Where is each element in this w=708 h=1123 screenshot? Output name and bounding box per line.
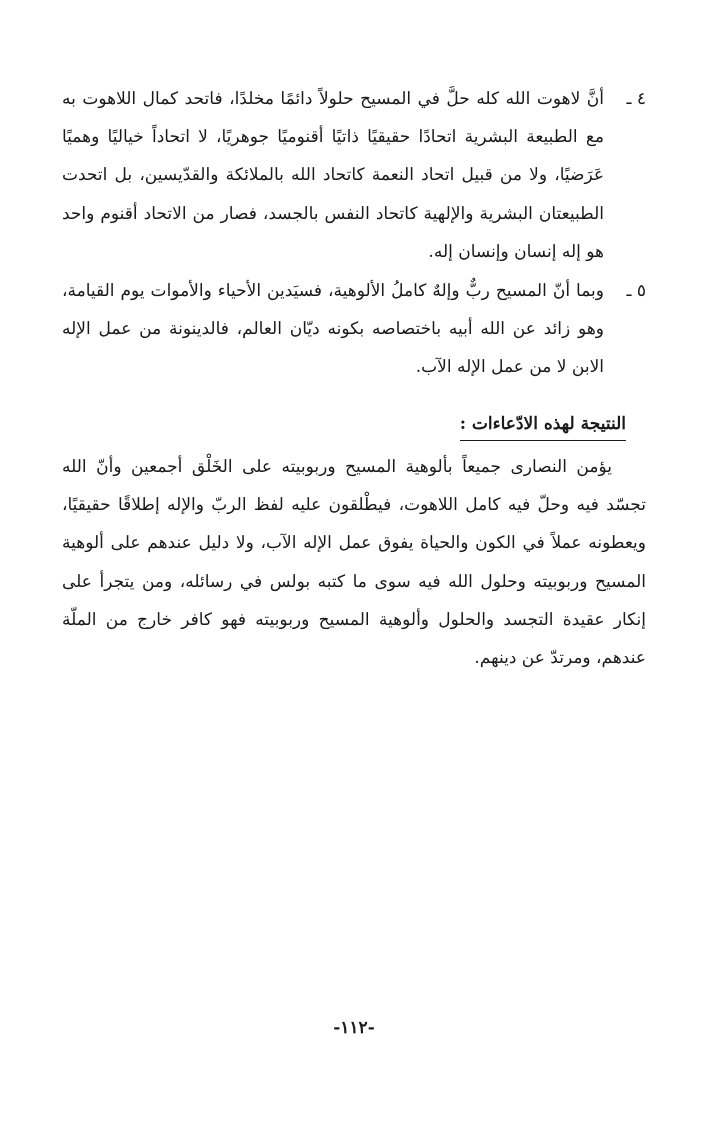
item-text: أنَّ لاهوت الله كله حلَّ في المسيح حلولاً دائمًا مخلدًا، فاتحد كمال اللاهوت به مع الطبيعة البشرية اتحادًا حقيقيًا ذاتيًا أقنوميًا جوهريًا، لا اتحاداً خياليًا وهميًا عَرَضيًا، ولا من قبيل اتحاد النعمة كاتحاد الله بالملائكة والقدّيسين، بل اتحدت الطبيعتان البشرية والإلهية كاتحاد النفس بالجسد، فصار من الاتحاد أقنوم واحد هو إله إنسان وإنسان إله. — [62, 89, 604, 262]
item-text: وبما أنّ المسيح ربٌّ وإلهٌ كاملُ الألوهية، فسيَدين الأحياء والأموات يوم القيامة، وهو زائد عن الله أبيه باختصاصه بكونه ديّان العالم، فالدينونة من عمل الإله الابن لا من عمل الإله الآب. — [62, 281, 604, 378]
conclusion-paragraph: يؤمن النصارى جميعاً بألوهية المسيح وربوبيته على الخَلْق أجمعين وأنّ الله تجسّد فيه وحلّ فيه كامل اللاهوت، فيطْلقون عليه لفظ الربّ والإله إطلاقًا حقيقيًا، ويعطونه عملاً في الكون والحياة يفوق عمل الإله الآب، ولا دليل عندهم على ألوهية المسيح وربوبيته وحلول الله فيه سوى ما كتبه بولس في رسائله، ومن يتجرأ على إنكار عقيدة التجسد والحلول وألوهية المسيح وربوبيته فهو كافر خارج من الملّة عندهم، ومرتدّ عن دينهم. — [62, 457, 646, 669]
section-heading: النتيجة لهذه الادّعاءات : — [460, 411, 626, 441]
numbered-list — [62, 80, 646, 387]
page-number: -١١٢- — [333, 1018, 375, 1038]
list-item — [62, 80, 646, 271]
item-number: ٥ ـ — [626, 281, 646, 302]
item-number: ٤ ـ — [626, 89, 646, 109]
list-item — [62, 272, 646, 387]
